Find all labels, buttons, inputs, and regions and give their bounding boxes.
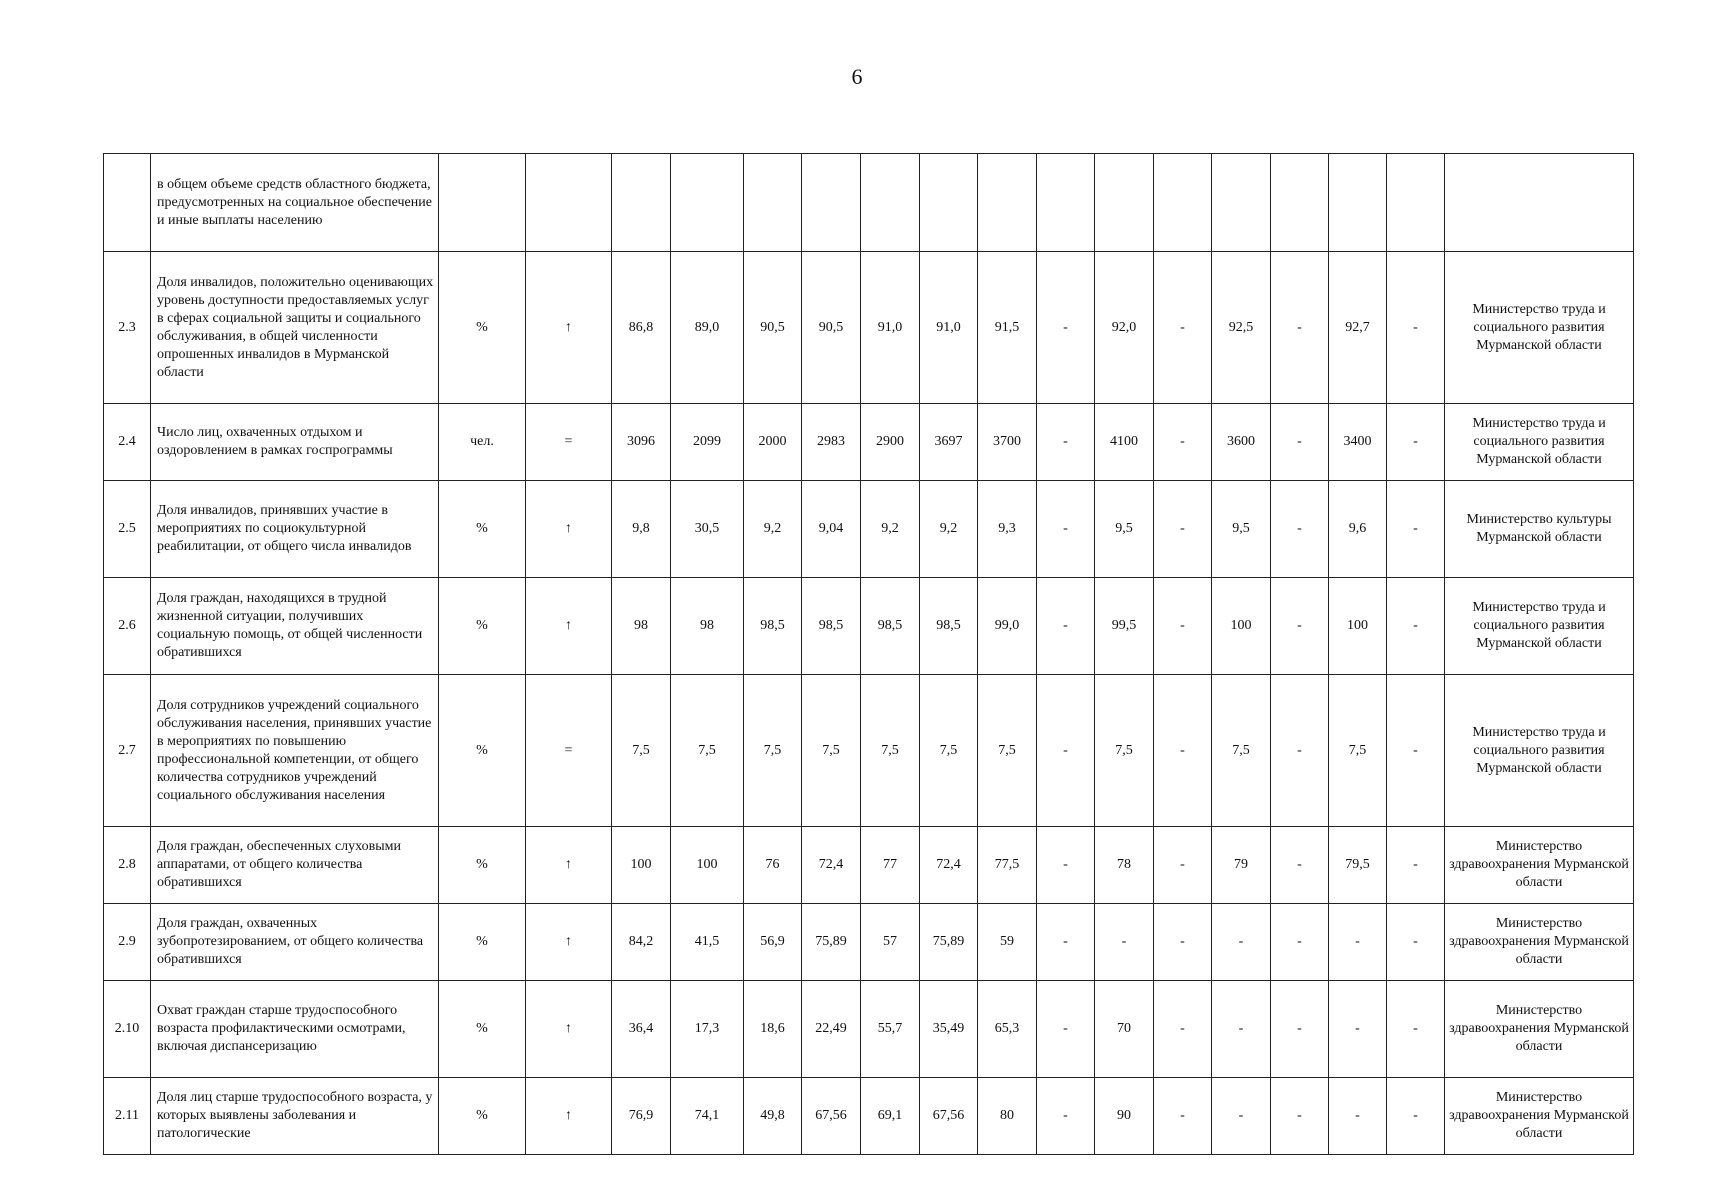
value-cell: 91,0	[920, 252, 978, 404]
value-cell: 98,5	[861, 578, 920, 675]
indicator-name-cell: Доля инвалидов, положительно оценивающих уровень доступности предоставляемых услуг в сферах социальной защиты и социального обслуживания, в общей численности опрошенных инвалидов в Мурманской области	[151, 252, 439, 404]
responsible-cell: Министерство труда и социального развития Мурманской области	[1445, 404, 1634, 481]
value-cell: 80	[978, 1078, 1037, 1155]
value-cell	[744, 154, 802, 252]
indicator-name-cell: Доля граждан, обеспеченных слуховыми аппаратами, от общего количества обратившихся	[151, 827, 439, 904]
value-cell: -	[1095, 904, 1154, 981]
indicator-name-cell: в общем объеме средств областного бюджета, предусмотренных на социальное обеспечение и иные выплаты населению	[151, 154, 439, 252]
value-cell: 98	[612, 578, 671, 675]
trend-cell: ↑	[526, 827, 612, 904]
value-cell: -	[1037, 404, 1095, 481]
value-cell: 7,5	[1095, 675, 1154, 827]
row-number-cell: 2.4	[104, 404, 151, 481]
value-cell: 91,5	[978, 252, 1037, 404]
value-cell: -	[1329, 904, 1387, 981]
responsible-cell: Министерство здравоохранения Мурманской области	[1445, 904, 1634, 981]
value-cell: 3400	[1329, 404, 1387, 481]
value-cell: 2900	[861, 404, 920, 481]
value-cell: 18,6	[744, 981, 802, 1078]
value-cell: 7,5	[744, 675, 802, 827]
indicator-name-cell: Доля инвалидов, принявших участие в мероприятиях по социокультурной реабилитации, от общего числа инвалидов	[151, 481, 439, 578]
indicator-name-cell: Охват граждан старше трудоспособного возраста профилактическими осмотрами, включая диспансеризацию	[151, 981, 439, 1078]
value-cell: 36,4	[612, 981, 671, 1078]
table-row	[104, 481, 1634, 578]
value-cell: -	[1329, 1078, 1387, 1155]
table-row	[104, 1078, 1634, 1155]
value-cell: 100	[612, 827, 671, 904]
trend-cell: ↑	[526, 252, 612, 404]
value-cell: 49,8	[744, 1078, 802, 1155]
unit-cell: %	[439, 578, 526, 675]
trend-cell: ↑	[526, 1078, 612, 1155]
value-cell: -	[1212, 1078, 1271, 1155]
value-cell: 35,49	[920, 981, 978, 1078]
indicator-name-cell: Доля граждан, находящихся в трудной жизненной ситуации, получивших социальную помощь, от общей численности обратившихся	[151, 578, 439, 675]
value-cell: 77	[861, 827, 920, 904]
value-cell: 7,5	[802, 675, 861, 827]
value-cell: -	[1271, 578, 1329, 675]
value-cell: -	[1387, 578, 1445, 675]
value-cell: 9,5	[1095, 481, 1154, 578]
row-number-cell	[104, 154, 151, 252]
value-cell: 67,56	[802, 1078, 861, 1155]
indicator-name-cell: Доля сотрудников учреждений социального обслуживания населения, принявших участие в мероприятиях по повышению профессиональной компетенции, от общего количества сотрудников учреждений социального обслуживания населения	[151, 675, 439, 827]
row-number-cell: 2.8	[104, 827, 151, 904]
value-cell: -	[1387, 404, 1445, 481]
trend-cell	[526, 154, 612, 252]
value-cell: 3096	[612, 404, 671, 481]
unit-cell	[439, 154, 526, 252]
value-cell: 7,5	[1212, 675, 1271, 827]
value-cell: 86,8	[612, 252, 671, 404]
value-cell: 69,1	[861, 1078, 920, 1155]
value-cell: -	[1037, 578, 1095, 675]
value-cell: 4100	[1095, 404, 1154, 481]
unit-cell: %	[439, 827, 526, 904]
value-cell: -	[1387, 481, 1445, 578]
value-cell: -	[1037, 1078, 1095, 1155]
value-cell: 9,04	[802, 481, 861, 578]
value-cell: 79,5	[1329, 827, 1387, 904]
value-cell	[1095, 154, 1154, 252]
responsible-cell: Министерство труда и социального развития Мурманской области	[1445, 578, 1634, 675]
row-number-cell: 2.10	[104, 981, 151, 1078]
value-cell	[920, 154, 978, 252]
value-cell: 72,4	[802, 827, 861, 904]
indicators-table-wrapper	[103, 153, 1634, 1155]
value-cell: -	[1212, 904, 1271, 981]
value-cell: 9,2	[744, 481, 802, 578]
unit-cell: %	[439, 675, 526, 827]
indicator-name-cell: Доля граждан, охваченных зубопротезированием, от общего количества обратившихся	[151, 904, 439, 981]
trend-cell: ↑	[526, 904, 612, 981]
value-cell: 98	[671, 578, 744, 675]
value-cell: 90,5	[802, 252, 861, 404]
value-cell: 77,5	[978, 827, 1037, 904]
trend-cell: ↑	[526, 981, 612, 1078]
value-cell: -	[1037, 481, 1095, 578]
value-cell: 9,5	[1212, 481, 1271, 578]
value-cell: 17,3	[671, 981, 744, 1078]
trend-cell: ↑	[526, 481, 612, 578]
value-cell	[1212, 154, 1271, 252]
table-row	[104, 404, 1634, 481]
value-cell: -	[1154, 904, 1212, 981]
table-body	[104, 154, 1634, 1155]
unit-cell: %	[439, 481, 526, 578]
value-cell: 98,5	[802, 578, 861, 675]
value-cell: 78	[1095, 827, 1154, 904]
value-cell: 9,6	[1329, 481, 1387, 578]
indicator-name-cell: Доля лиц старше трудоспособного возраста, у которых выявлены заболевания и патологические	[151, 1078, 439, 1155]
value-cell: 75,89	[802, 904, 861, 981]
value-cell: 90,5	[744, 252, 802, 404]
responsible-cell: Министерство здравоохранения Мурманской области	[1445, 981, 1634, 1078]
table-row	[104, 904, 1634, 981]
table-row	[104, 827, 1634, 904]
value-cell: -	[1271, 252, 1329, 404]
value-cell	[1271, 154, 1329, 252]
value-cell: -	[1154, 252, 1212, 404]
row-number-cell: 2.6	[104, 578, 151, 675]
value-cell	[978, 154, 1037, 252]
value-cell: 100	[1329, 578, 1387, 675]
value-cell: -	[1387, 827, 1445, 904]
value-cell: 76	[744, 827, 802, 904]
value-cell: -	[1037, 675, 1095, 827]
value-cell: 3600	[1212, 404, 1271, 481]
value-cell: 84,2	[612, 904, 671, 981]
value-cell: 98,5	[920, 578, 978, 675]
unit-cell: %	[439, 252, 526, 404]
value-cell: 7,5	[671, 675, 744, 827]
table-row	[104, 578, 1634, 675]
value-cell: 7,5	[978, 675, 1037, 827]
indicators-table	[103, 153, 1634, 1155]
value-cell: 99,5	[1095, 578, 1154, 675]
value-cell	[1154, 154, 1212, 252]
value-cell: 76,9	[612, 1078, 671, 1155]
value-cell: 22,49	[802, 981, 861, 1078]
row-number-cell: 2.5	[104, 481, 151, 578]
responsible-cell: Министерство здравоохранения Мурманской области	[1445, 1078, 1634, 1155]
value-cell: 9,2	[861, 481, 920, 578]
row-number-cell: 2.7	[104, 675, 151, 827]
value-cell: 92,7	[1329, 252, 1387, 404]
value-cell	[861, 154, 920, 252]
value-cell: 99,0	[978, 578, 1037, 675]
responsible-cell: Министерство труда и социального развития Мурманской области	[1445, 252, 1634, 404]
value-cell: 67,56	[920, 1078, 978, 1155]
value-cell: -	[1271, 675, 1329, 827]
value-cell: 2099	[671, 404, 744, 481]
trend-cell: =	[526, 404, 612, 481]
value-cell: 75,89	[920, 904, 978, 981]
value-cell	[612, 154, 671, 252]
trend-cell: =	[526, 675, 612, 827]
unit-cell: %	[439, 1078, 526, 1155]
value-cell: -	[1037, 252, 1095, 404]
value-cell: 2983	[802, 404, 861, 481]
unit-cell: %	[439, 981, 526, 1078]
value-cell: 79	[1212, 827, 1271, 904]
row-number-cell: 2.3	[104, 252, 151, 404]
value-cell: -	[1154, 481, 1212, 578]
value-cell: -	[1212, 981, 1271, 1078]
value-cell: 30,5	[671, 481, 744, 578]
value-cell: -	[1329, 981, 1387, 1078]
value-cell: 9,2	[920, 481, 978, 578]
value-cell: -	[1037, 981, 1095, 1078]
value-cell: 3697	[920, 404, 978, 481]
value-cell: -	[1271, 481, 1329, 578]
value-cell: -	[1154, 827, 1212, 904]
responsible-cell: Министерство здравоохранения Мурманской области	[1445, 827, 1634, 904]
value-cell: 7,5	[612, 675, 671, 827]
value-cell: -	[1387, 252, 1445, 404]
page-number: 6	[851, 64, 863, 89]
value-cell: -	[1271, 404, 1329, 481]
value-cell: -	[1271, 1078, 1329, 1155]
value-cell: -	[1271, 981, 1329, 1078]
value-cell: 56,9	[744, 904, 802, 981]
value-cell: 92,5	[1212, 252, 1271, 404]
value-cell: -	[1154, 1078, 1212, 1155]
value-cell: 2000	[744, 404, 802, 481]
value-cell: -	[1154, 404, 1212, 481]
value-cell: 72,4	[920, 827, 978, 904]
value-cell	[671, 154, 744, 252]
value-cell: 89,0	[671, 252, 744, 404]
value-cell: 65,3	[978, 981, 1037, 1078]
value-cell: 7,5	[920, 675, 978, 827]
value-cell: 7,5	[1329, 675, 1387, 827]
indicator-name-cell: Число лиц, охваченных отдыхом и оздоровлением в рамках госпрограммы	[151, 404, 439, 481]
value-cell	[1387, 154, 1445, 252]
value-cell: -	[1037, 827, 1095, 904]
value-cell: 55,7	[861, 981, 920, 1078]
value-cell: 59	[978, 904, 1037, 981]
unit-cell: %	[439, 904, 526, 981]
row-number-cell: 2.11	[104, 1078, 151, 1155]
value-cell	[1037, 154, 1095, 252]
value-cell	[1329, 154, 1387, 252]
trend-cell: ↑	[526, 578, 612, 675]
value-cell: 9,8	[612, 481, 671, 578]
table-row	[104, 981, 1634, 1078]
responsible-cell: Министерство культуры Мурманской области	[1445, 481, 1634, 578]
value-cell: -	[1387, 675, 1445, 827]
value-cell: 74,1	[671, 1078, 744, 1155]
table-row	[104, 252, 1634, 404]
value-cell: 70	[1095, 981, 1154, 1078]
value-cell: 100	[1212, 578, 1271, 675]
responsible-cell: Министерство труда и социального развития Мурманской области	[1445, 675, 1634, 827]
value-cell: -	[1037, 904, 1095, 981]
value-cell: 57	[861, 904, 920, 981]
table-row	[104, 154, 1634, 252]
value-cell: -	[1387, 1078, 1445, 1155]
value-cell: 98,5	[744, 578, 802, 675]
value-cell	[802, 154, 861, 252]
row-number-cell: 2.9	[104, 904, 151, 981]
responsible-cell	[1445, 154, 1634, 252]
value-cell: -	[1154, 578, 1212, 675]
value-cell: 90	[1095, 1078, 1154, 1155]
value-cell: 3700	[978, 404, 1037, 481]
value-cell: -	[1154, 981, 1212, 1078]
value-cell: -	[1271, 904, 1329, 981]
unit-cell: чел.	[439, 404, 526, 481]
value-cell: 100	[671, 827, 744, 904]
value-cell: -	[1387, 904, 1445, 981]
value-cell: 92,0	[1095, 252, 1154, 404]
table-row	[104, 675, 1634, 827]
value-cell: 7,5	[861, 675, 920, 827]
value-cell: -	[1271, 827, 1329, 904]
value-cell: -	[1154, 675, 1212, 827]
value-cell: 91,0	[861, 252, 920, 404]
value-cell: -	[1387, 981, 1445, 1078]
value-cell: 41,5	[671, 904, 744, 981]
value-cell: 9,3	[978, 481, 1037, 578]
